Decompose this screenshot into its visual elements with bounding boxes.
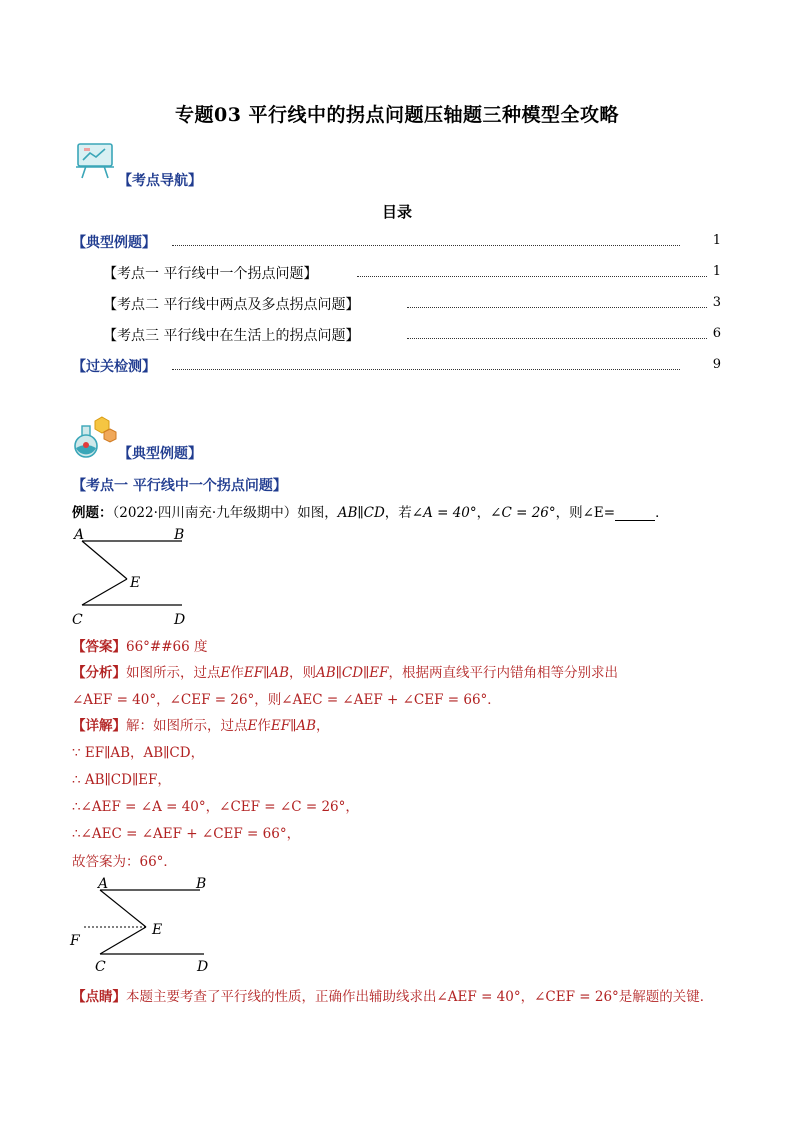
remark-text: 本题主要考查了平行线的性质，正确作出辅助线求出∠AEF = 40°，∠CEF = 26°是解题的关键． xyxy=(126,989,714,1005)
point-label: B xyxy=(196,876,207,892)
detail-text: 解：如图所示，过点 xyxy=(126,718,248,734)
nav-heading: 【考点导航】 xyxy=(118,173,202,189)
answer-blank[interactable] xyxy=(615,508,655,521)
analysis-tag: 【分析】 xyxy=(72,665,126,681)
point-label: C xyxy=(72,612,83,628)
analysis-line-2: ∠AEF = 40°，∠CEF = 26°，则∠AEC = ∠AEF + ∠CEF = 66°． xyxy=(72,692,501,708)
examples-heading: 【典型例题】 xyxy=(118,446,202,462)
point-label: A xyxy=(98,876,109,892)
toc-page: 1 xyxy=(712,264,721,279)
problem-text-part: ， xyxy=(476,505,491,521)
analysis-point: E xyxy=(220,665,231,681)
detail-step: ∴∠AEF = ∠A = 40°，∠CEF = ∠C = 26°， xyxy=(72,799,359,815)
problem-text-part: ． xyxy=(655,505,669,521)
figure-1 xyxy=(66,524,206,628)
point-label: E xyxy=(130,575,141,591)
analysis-line-1 xyxy=(72,661,618,681)
toc-leader xyxy=(357,276,707,277)
toc-page: 9 xyxy=(712,357,721,372)
detail-conclusion: 故答案为：66°． xyxy=(72,854,177,870)
analysis-text: 如图所示，过点 xyxy=(126,665,221,681)
detail-text: ， xyxy=(316,718,330,734)
detail-step: ∵ EF∥AB，AB∥CD， xyxy=(72,745,205,761)
problem-text-part: ，则∠E= xyxy=(555,505,616,521)
toc-leader xyxy=(172,245,680,246)
answer-tag: 【答案】 xyxy=(72,639,126,655)
point-label: F xyxy=(70,933,80,949)
figure-2 xyxy=(64,872,224,976)
analysis-math: EF∥AB xyxy=(243,665,289,681)
toc-row-label[interactable]: 【过关检测】 xyxy=(72,359,156,375)
toc-leader xyxy=(407,338,707,339)
problem-condition: ∠A = 40° xyxy=(411,505,477,521)
problem-text-part: ，若 xyxy=(384,505,412,521)
point-label: B xyxy=(174,527,185,543)
detail-tag: 【详解】 xyxy=(72,718,126,734)
flask-icon xyxy=(72,414,118,460)
toc-page: 6 xyxy=(712,326,721,341)
detail-step: ∴∠AEC = ∠AEF + ∠CEF = 66°， xyxy=(72,826,301,842)
toc-leader xyxy=(407,307,707,308)
analysis-text: ，则 xyxy=(289,665,316,681)
analysis-text: 作 xyxy=(230,665,244,681)
detail-math: EF∥AB xyxy=(270,718,316,734)
toc-row-label[interactable]: 【考点一 平行线中一个拐点问题】 xyxy=(103,266,318,282)
remark-tag: 【点睛】 xyxy=(72,989,126,1005)
toc-heading: 目录 xyxy=(381,203,412,221)
point-label: C xyxy=(95,959,106,975)
answer-text: 66°##66 度 xyxy=(126,639,208,655)
kaodian-heading: 【考点一 平行线中一个拐点问题】 xyxy=(72,478,287,494)
point-label: D xyxy=(197,959,209,975)
problem-condition: ∠C = 26° xyxy=(490,505,556,521)
point-label: E xyxy=(152,922,163,938)
analysis-text: ，根据两直线平行内错角相等分别求出 xyxy=(388,665,619,681)
toc-row-label[interactable]: 【典型例题】 xyxy=(72,235,156,251)
problem-source: （2022·四川南充·九年级期中）如图， xyxy=(112,505,338,521)
detail-text: 作 xyxy=(257,718,271,734)
answer-line xyxy=(72,635,208,655)
toc-leader xyxy=(172,369,680,370)
detail-line-1 xyxy=(72,714,330,734)
detail-step: ∴ AB∥CD∥EF， xyxy=(72,772,171,788)
toc-page: 1 xyxy=(712,233,721,248)
point-label: D xyxy=(174,612,186,628)
page-title: 专题03 平行线中的拐点问题压轴题三种模型全攻略 xyxy=(174,104,620,126)
toc-row-label[interactable]: 【考点二 平行线中两点及多点拐点问题】 xyxy=(103,297,360,313)
detail-point: E xyxy=(247,718,258,734)
problem-condition: AB∥CD xyxy=(337,505,385,521)
toc-row-label[interactable]: 【考点三 平行线中在生活上的拐点问题】 xyxy=(103,328,360,344)
chalkboard-icon xyxy=(74,140,118,182)
remark-line xyxy=(72,985,713,1005)
toc-page: 3 xyxy=(712,295,721,310)
analysis-math: AB∥CD∥EF xyxy=(316,665,389,681)
problem-text xyxy=(72,501,669,521)
problem-prefix: 例题： xyxy=(72,505,113,521)
point-label: A xyxy=(74,527,85,543)
